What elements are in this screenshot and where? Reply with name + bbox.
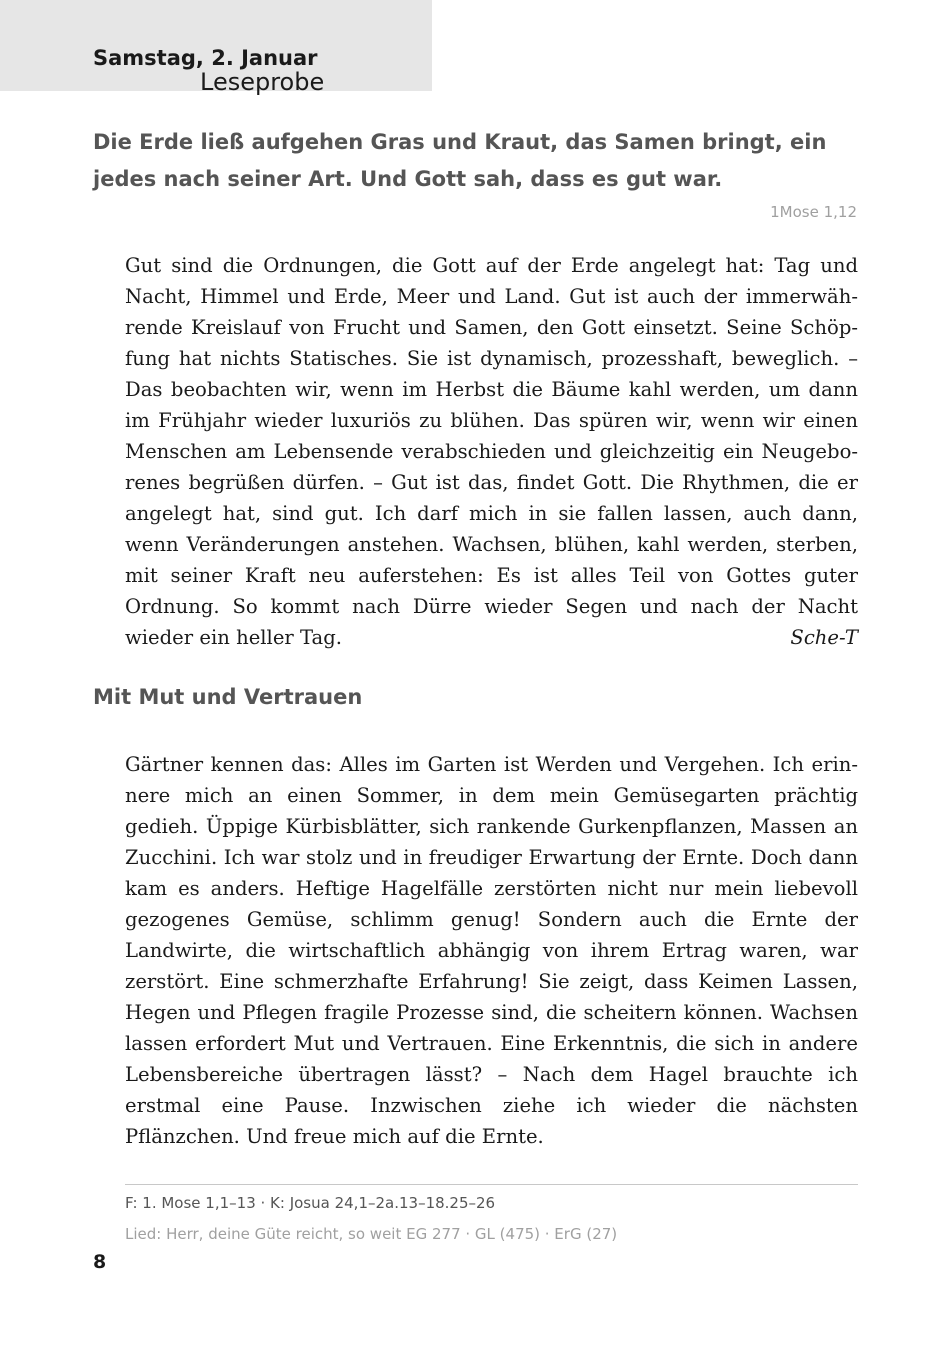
- leseprobe-label: Leseprobe: [200, 68, 325, 96]
- author-signature: Sche-T: [790, 626, 858, 649]
- page-number: 8: [93, 1251, 107, 1273]
- devotion-text-2: Gärtner kennen das: Alles im Garten ist Werden und Vergehen. Ich erinnere mich an einen Sommer, in dem mein Gemüsegarten prächtig gedieh. Üppige Kürbisblätter, sich rankende Gurkenpflanzen, Massen an Zucchini. Ich war stolz und in freudiger Erwartung der Ernte. Doch dann kam es anders. Heftige Hagelfälle zerstörten nicht nur mein liebevoll gezogenes Gemüse, schlimm genug! Sondern auch die Ernte der Landwirte, die wirtschaftlich abhängig von ihrem Ertrag waren, war zerstört. Eine schmerzhafte Erfahrung! Sie zeigt, dass Keimen Lassen, Hegen und Pflegen fragile Prozesse sind, die scheitern können. Wachsen lassen erfordert Mut und Vertrauen. Eine Erkenntnis, die sich in andere Lebensbereiche übertragen lässt? – Nach dem Hagel brauchte ich erstmal eine Pause. Inzwischen ziehe ich wieder die nächsten Pflänzchen. Und freue mich auf die Ernte.: [125, 753, 858, 1148]
- footer-divider: [125, 1184, 858, 1185]
- section-title: Mit Mut und Vertrauen: [93, 685, 363, 709]
- footer-song: Lied: Herr, deine Güte reicht, so weit EG 277 · GL (475) · ErG (27): [125, 1225, 618, 1243]
- verse-reference: 1Mose 1,12: [770, 203, 857, 221]
- bible-verse: Die Erde ließ aufgehen Gras und Kraut, das Samen bringt, ein jedes nach seiner Art. Und Gott sah, dass es gut war.: [93, 130, 827, 191]
- footer-readings: F: 1. Mose 1,1–13 · K: Josua 24,1–2a.13–18.25–26: [125, 1194, 496, 1212]
- devotion-text-1-body: Gut sind die Ordnungen, die Gott auf der Erde angelegt hat: Tag und Nacht, Himmel und Erde, Meer und Land. Gut ist auch der immerwährende Kreislauf von Frucht und Samen, den Gott einsetzt. Seine Schöpfung hat nichts Statisches. Sie ist dynamisch, prozesshaft, beweglich. – Das beobachten wir, wenn im Herbst die Bäume kahl werden, um dann im Frühjahr wieder luxuriös zu blühen. Das spüren wir, wenn wir einen Menschen am Lebensende verabschieden und gleichzeitig ein Neugeborenes begrüßen dürfen. – Gut ist das, findet Gott. Die Rhythmen, die er angelegt hat, sind gut. Ich darf mich in sie fallen lassen, auch dann, wenn Veränderungen anstehen. Wachsen, blühen, kahl werden, sterben, mit seiner Kraft neu auferstehen: Es ist alles Teil von Gottes guter Ordnung. So kommt nach Dürre wieder Segen und nach der Nacht wieder ein heller Tag.: [125, 254, 858, 649]
- devotion-text-1: [125, 250, 858, 653]
- page-date: Samstag, 2. Januar: [93, 46, 318, 70]
